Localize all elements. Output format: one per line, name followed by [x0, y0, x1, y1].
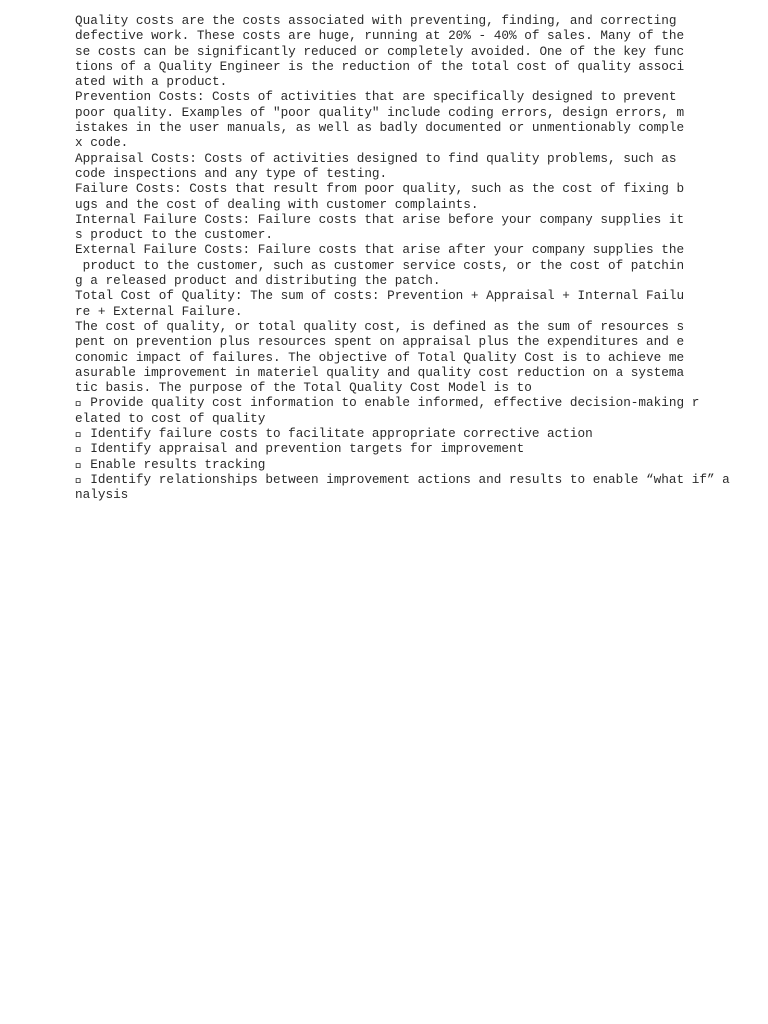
- text-line: re + External Failure.: [75, 303, 243, 319]
- text-line: Prevention Costs: Costs of activities that are specifically designed to prevent: [75, 89, 677, 105]
- text-line: code inspections and any type of testing.: [75, 165, 388, 181]
- text-line: poor quality. Examples of "poor quality" include coding errors, design errors, m: [75, 104, 685, 120]
- text-line: Appraisal Costs: Costs of activities designed to find quality problems, such as: [75, 150, 677, 166]
- text-line: product to the customer, such as customer service costs, or the cost of patchin: [75, 257, 685, 273]
- text-line: s product to the customer.: [75, 227, 273, 243]
- text-line: istakes in the user manuals, as well as badly documented or unmentionably comple: [75, 120, 685, 136]
- text-line: ugs and the cost of dealing with customer complaints.: [75, 196, 479, 212]
- text-line: External Failure Costs: Failure costs that arise after your company supplies the: [75, 242, 685, 258]
- text-line: asurable improvement in materiel quality and quality cost reduction on a systema: [75, 364, 685, 380]
- text-line: Quality costs are the costs associated with preventing, finding, and correcting: [75, 13, 677, 28]
- text-line: nalysis: [75, 487, 129, 503]
- text-line: Internal Failure Costs: Failure costs that arise before your company supplies it: [75, 211, 685, 227]
- text-line: Identify appraisal and prevention targets for improvement: [75, 441, 525, 457]
- text-line: Identify failure costs to facilitate appropriate corrective action: [75, 426, 593, 442]
- text-line: Identify relationships between improvement actions and results to enable “what if” a: [75, 471, 730, 487]
- text-line: ated with a product.: [75, 74, 228, 90]
- document-body: [75, 13, 755, 503]
- text-line: pent on prevention plus resources spent on appraisal plus the expenditures and e: [75, 334, 685, 350]
- text-line: Enable results tracking: [75, 456, 266, 472]
- text-line: conomic impact of failures. The objective of Total Quality Cost is to achieve me: [75, 349, 685, 365]
- text-line: elated to cost of quality: [75, 410, 266, 426]
- text-line: se costs can be significantly reduced or completely avoided. One of the key func: [75, 43, 685, 59]
- text-line: tions of a Quality Engineer is the reduction of the total cost of quality associ: [75, 58, 685, 74]
- text-line: Provide quality cost information to enable informed, effective decision-making r: [75, 395, 700, 411]
- text-line: x code.: [75, 135, 129, 151]
- text-line: tic basis. The purpose of the Total Quality Cost Model is to: [75, 380, 532, 396]
- text-line: Failure Costs: Costs that result from poor quality, such as the cost of fixing b: [75, 181, 685, 197]
- text-line: defective work. These costs are huge, running at 20% - 40% of sales. Many of the: [75, 28, 685, 44]
- text-line: Total Cost of Quality: The sum of costs: Prevention + Appraisal + Internal Failu: [75, 288, 685, 304]
- text-line: The cost of quality, or total quality cost, is defined as the sum of resources s: [75, 318, 685, 334]
- text-line: g a released product and distributing the patch.: [75, 273, 441, 289]
